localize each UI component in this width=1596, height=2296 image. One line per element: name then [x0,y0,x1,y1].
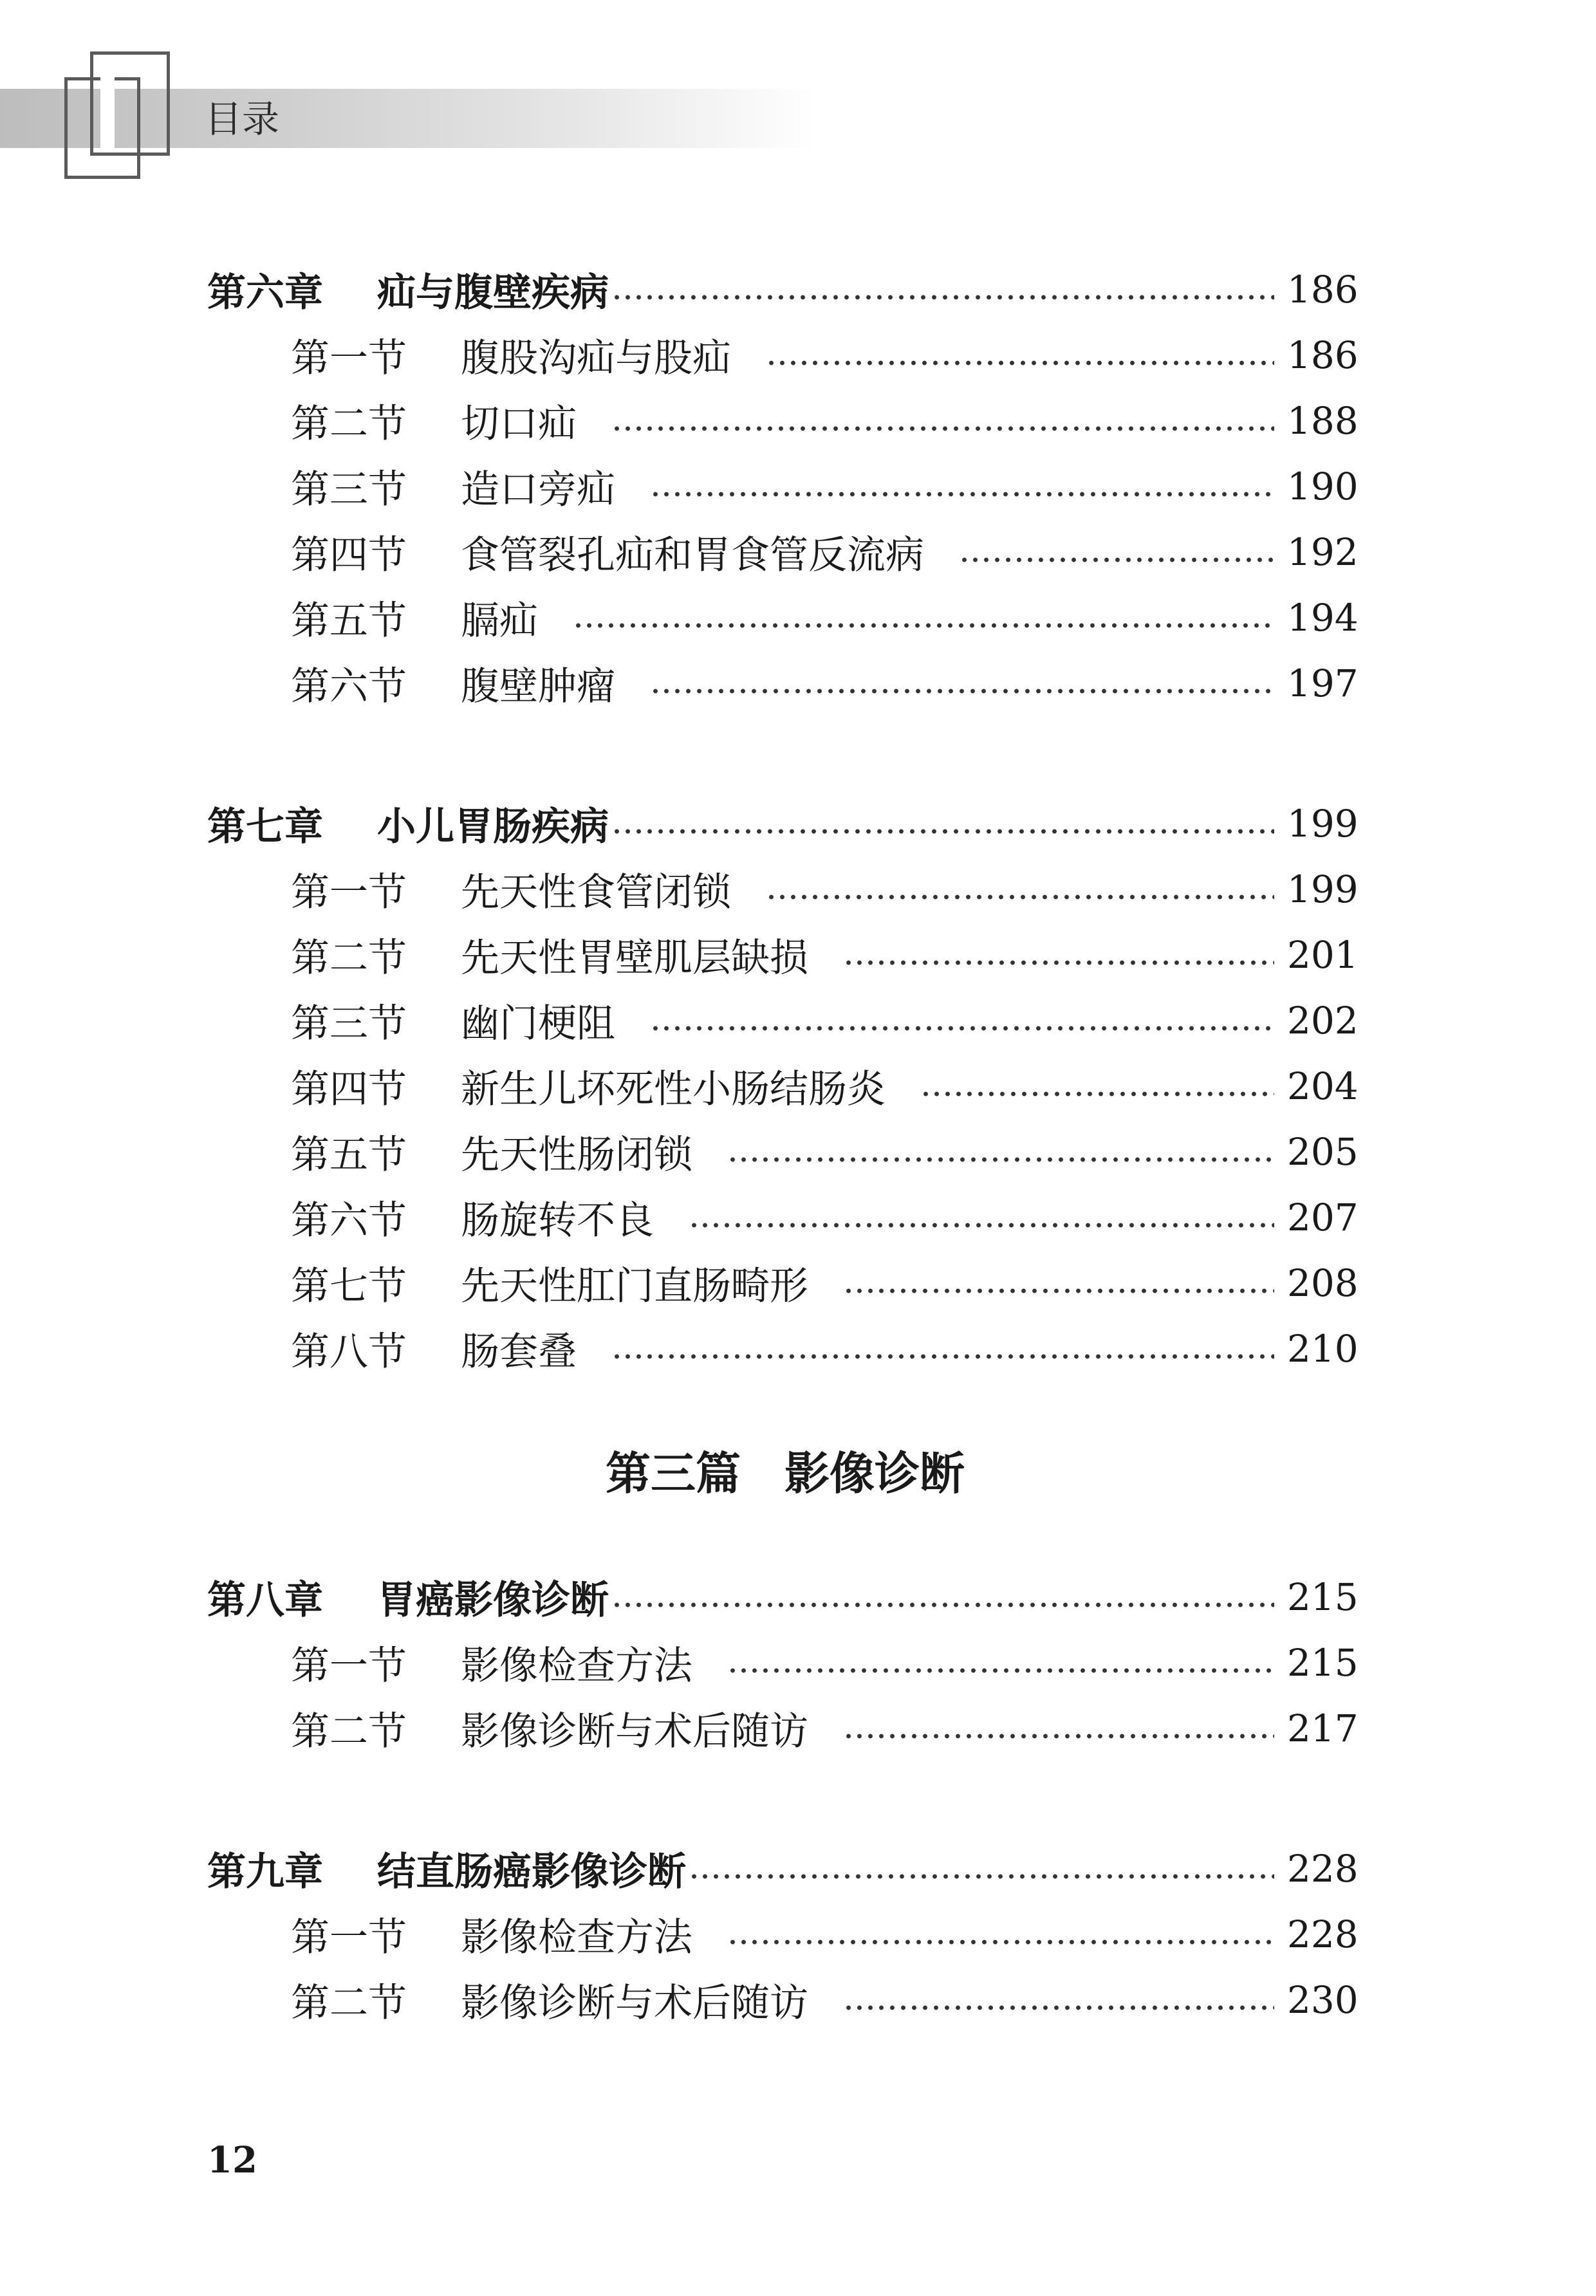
dot-leader [843,2004,1274,2011]
dot-leader [727,1156,1274,1163]
toc-section[interactable] [291,654,1358,712]
section-title: 先天性肛门直肠畸形 [461,1264,808,1309]
dot-leader [843,1733,1274,1739]
section-number: 第二节 [291,402,407,447]
chapter-number: 第七章 [207,804,323,849]
chapter-title: 小儿胃肠疾病 [377,804,609,849]
section-title: 影像诊断与术后随访 [461,1981,808,2026]
dot-leader [611,425,1274,432]
toc-chapter-9[interactable] [207,1840,1358,1898]
section-page: 199 [1287,867,1359,911]
section-title: 幽门梗阻 [461,1001,615,1046]
section-page: 210 [1287,1327,1359,1371]
section-number: 第四节 [291,1067,407,1112]
dot-leader [650,1025,1274,1032]
toc-chapter-6[interactable] [207,261,1358,319]
section-page: 204 [1287,1064,1359,1108]
toc-chapter-7[interactable] [207,795,1358,853]
section-title: 先天性食管闭锁 [461,870,731,915]
section-page: 202 [1287,999,1359,1042]
toc-chapter-8[interactable] [207,1568,1358,1626]
section-number: 第三节 [291,1001,407,1046]
header-title: 目录 [205,97,280,141]
chapter-page: 199 [1287,802,1359,846]
section-title: 肠套叠 [461,1329,577,1375]
toc-section[interactable] [291,992,1358,1050]
section-page: 194 [1287,596,1359,640]
section-page: 228 [1287,1912,1359,1956]
section-title: 影像检查方法 [461,1643,692,1689]
dot-leader [766,894,1274,900]
dot-leader [611,1353,1274,1360]
dot-leader [843,1288,1274,1294]
dot-leader [959,557,1274,563]
toc-section[interactable] [291,926,1358,984]
toc-section[interactable] [291,523,1358,581]
section-number: 第二节 [291,1709,407,1754]
section-page: 186 [1287,333,1359,377]
section-number: 第一节 [291,1643,407,1689]
toc-section[interactable] [291,1057,1358,1115]
section-number: 第一节 [291,1915,407,1960]
dot-leader [689,1222,1274,1228]
dot-leader [611,294,1274,301]
section-number: 第八节 [291,1329,407,1375]
section-page: 190 [1287,465,1359,508]
section-number: 第一节 [291,870,407,915]
chapter-number: 第八章 [207,1578,323,1623]
section-title: 影像检查方法 [461,1915,692,1960]
section-number: 第七节 [291,1264,407,1309]
toc-section[interactable] [291,1254,1358,1312]
part-number: 第三篇 [606,1447,741,1500]
section-title: 肠旋转不良 [461,1198,654,1243]
chapter-number: 第九章 [207,1849,323,1894]
section-number: 第二节 [291,1981,407,2026]
section-page: 205 [1287,1130,1359,1174]
section-page: 230 [1287,1978,1359,2022]
toc-section[interactable] [291,1971,1358,2029]
section-number: 第五节 [291,1133,407,1178]
chapter-number: 第六章 [207,270,323,315]
section-title: 新生儿坏死性小肠结肠炎 [461,1067,886,1112]
section-title: 先天性肠闭锁 [461,1133,692,1178]
toc-section[interactable] [291,1699,1358,1757]
section-page: 207 [1287,1196,1359,1239]
dot-leader [611,1602,1274,1608]
dot-leader [650,491,1274,497]
section-number: 第三节 [291,467,407,512]
toc-section[interactable] [291,860,1358,918]
page-number: 12 [207,2139,257,2181]
toc-section[interactable] [291,589,1358,647]
section-title: 食管裂孔疝和胃食管反流病 [461,533,924,578]
dot-leader [611,828,1274,835]
section-page: 188 [1287,399,1359,443]
section-page: 192 [1287,530,1359,574]
section-number: 第四节 [291,533,407,578]
part-title [0,1441,1570,1506]
chapter-page: 215 [1287,1575,1359,1619]
dot-leader [920,1091,1274,1097]
dot-leader [843,959,1274,966]
section-page: 217 [1287,1707,1359,1750]
section-page: 215 [1287,1641,1359,1685]
section-page: 197 [1287,662,1359,705]
dot-leader [573,622,1274,629]
dot-leader [727,1667,1274,1674]
part-name: 影像诊断 [784,1447,965,1500]
toc-section[interactable] [291,392,1358,450]
section-title: 切口疝 [461,402,577,447]
section-number: 第六节 [291,1198,407,1243]
chapter-title: 疝与腹壁疾病 [377,270,609,315]
toc-section[interactable] [291,458,1358,515]
toc-section[interactable] [291,1905,1358,1963]
dot-leader [766,360,1274,366]
toc-section[interactable] [291,1189,1358,1246]
section-number: 第一节 [291,336,407,381]
section-number: 第五节 [291,598,407,643]
section-title: 腹壁肿瘤 [461,664,615,709]
dot-leader [727,1939,1274,1945]
chapter-title: 胃癌影像诊断 [377,1578,609,1623]
section-title: 膈疝 [461,598,538,643]
dot-leader [689,1873,1274,1880]
section-title: 影像诊断与术后随访 [461,1709,808,1754]
section-title: 腹股沟疝与股疝 [461,336,731,381]
section-title: 造口旁疝 [461,467,615,512]
header-decoration-bar [100,66,115,151]
section-number: 第六节 [291,664,407,709]
chapter-page: 186 [1287,268,1359,311]
dot-leader [650,688,1274,694]
toc-section[interactable] [291,1123,1358,1181]
chapter-title: 结直肠癌影像诊断 [377,1849,686,1894]
toc-section[interactable] [291,1320,1358,1378]
section-page: 201 [1287,933,1359,977]
section-title: 先天性胃壁肌层缺损 [461,936,808,981]
section-page: 208 [1287,1261,1359,1305]
section-number: 第二节 [291,936,407,981]
toc-section[interactable] [291,326,1358,384]
toc-section[interactable] [291,1634,1358,1692]
chapter-page: 228 [1287,1847,1359,1891]
